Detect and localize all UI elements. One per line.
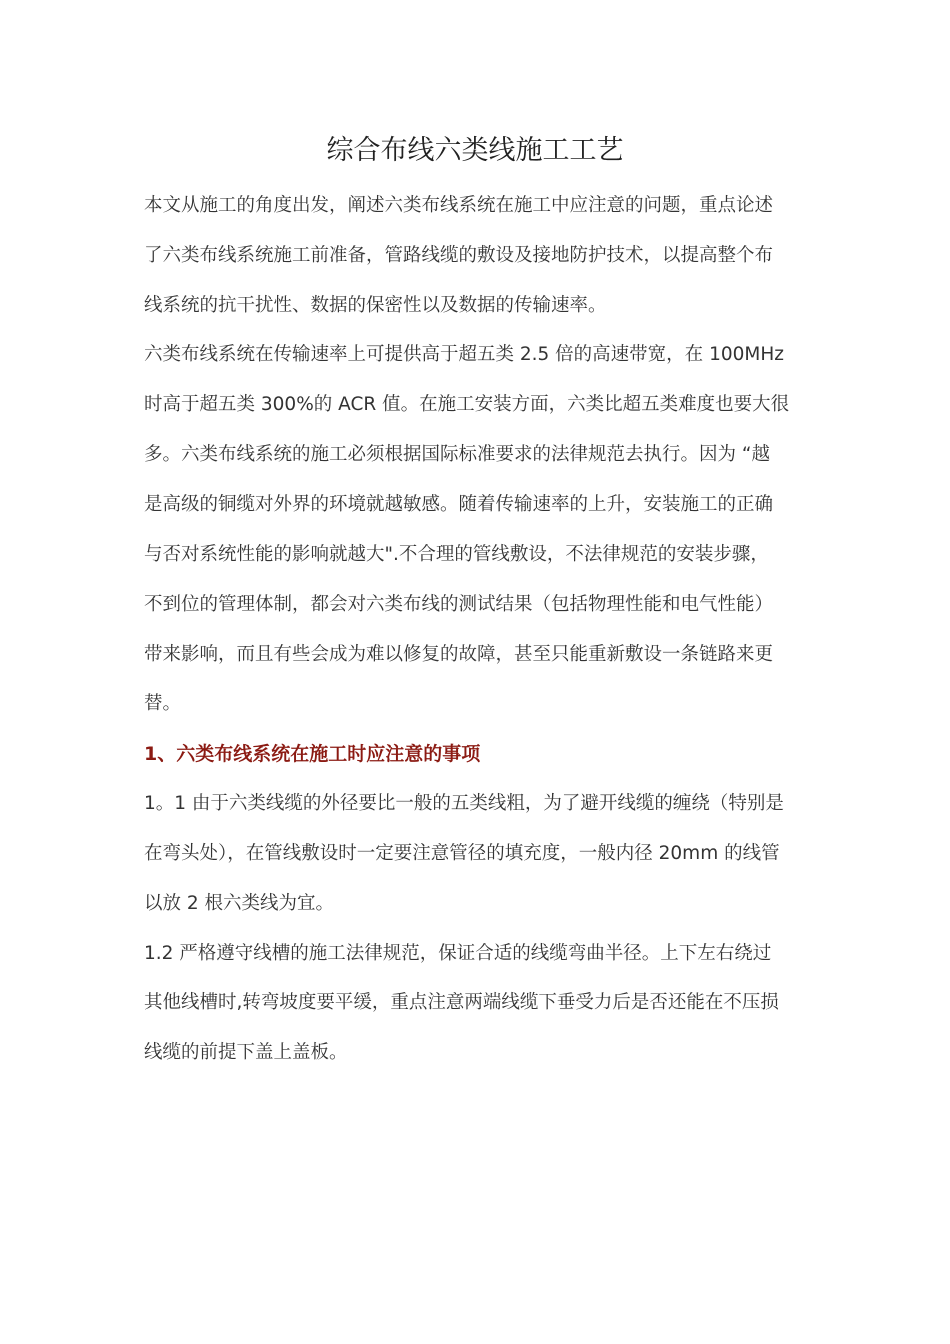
item-1-1-line-3: 以放 2 根六类线为宜。 xyxy=(144,893,335,914)
item-1-2-line-3: 线缆的前提下盖上盖板。 xyxy=(144,1042,348,1063)
paragraph-2-line-4: 是高级的铜缆对外界的环境就越敏感。随着传输速率的上升，安装施工的正确 xyxy=(144,494,774,515)
paragraph-2-line-1: 六类布线系统在传输速率上可提供高于超五类 2.5 倍的高速带宽，在 100MHz xyxy=(144,344,784,365)
document-title: 综合布线六类线施工工艺 xyxy=(326,135,624,166)
item-1-1-line-1: 1。1 由于六类线缆的外径要比一般的五类线粗，为了避开线缆的缠绕（特别是 xyxy=(144,793,784,814)
section-1-heading: 1、六类布线系统在施工时应注意的事项 xyxy=(144,743,481,765)
item-1-2-line-2: 其他线槽时,转弯坡度要平缓，重点注意两端线缆下垂受力后是否还能在不压损 xyxy=(144,992,779,1013)
paragraph-1-line-1: 本文从施工的角度出发，阐述六类布线系统在施工中应注意的问题，重点论述 xyxy=(144,195,774,216)
paragraph-1-line-2: 了六类布线系统施工前准备，管路线缆的敷设及接地防护技术，以提高整个布 xyxy=(144,245,774,266)
paragraph-1-line-3: 线系统的抗干扰性、数据的保密性以及数据的传输速率。 xyxy=(144,295,607,316)
item-1-2-line-1: 1.2 严格遵守线槽的施工法律规范，保证合适的线缆弯曲半径。上下左右绕过 xyxy=(144,943,772,964)
paragraph-2-line-8: 替。 xyxy=(144,693,182,714)
paragraph-2-line-2: 时高于超五类 300%的 ACR 值。在施工安装方面，六类比超五类难度也要大很 xyxy=(144,394,790,415)
paragraph-2-line-5: 与否对系统性能的影响就越大".不合理的管线敷设，不法律规范的安装步骤， xyxy=(144,544,769,565)
paragraph-2-line-7: 带来影响，而且有些会成为难以修复的故障，甚至只能重新敷设一条链路来更 xyxy=(144,644,774,665)
paragraph-2-line-6: 不到位的管理体制，都会对六类布线的测试结果（包括物理性能和电气性能） xyxy=(144,594,774,615)
paragraph-2-line-3: 多。六类布线系统的施工必须根据国际标准要求的法律规范去执行。因为 “越 xyxy=(144,444,770,465)
item-1-1-line-2: 在弯头处），在管线敷设时一定要注意管径的填充度，一般内径 20mm 的线管 xyxy=(144,843,780,864)
